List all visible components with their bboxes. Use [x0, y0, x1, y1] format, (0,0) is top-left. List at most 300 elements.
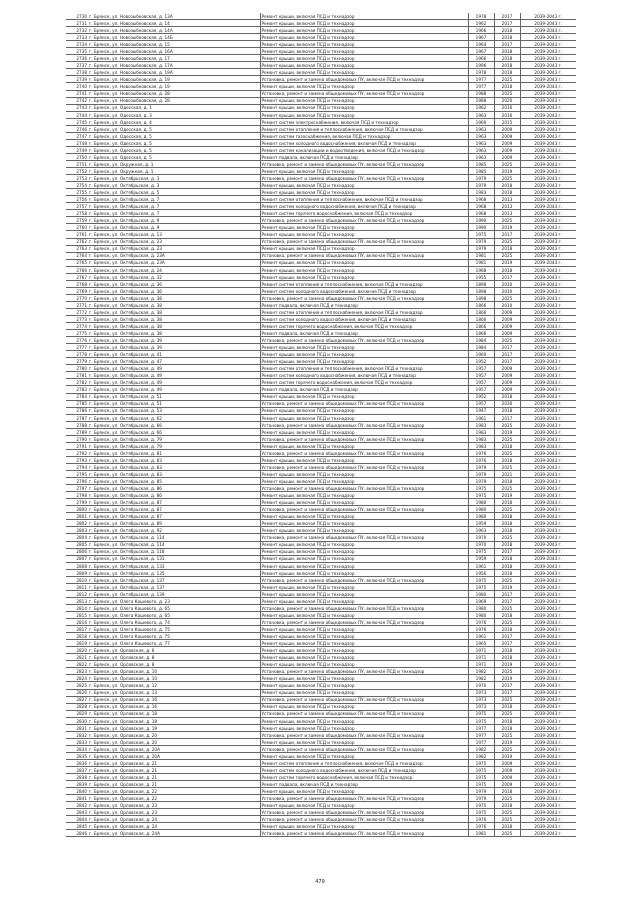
table-row — [66, 83, 576, 90]
planned-period-cell: 2039-2043 г. — [520, 428, 576, 435]
row-number-cell: 2738 — [66, 69, 88, 76]
build-year-cell: 1973 — [468, 696, 494, 703]
row-number-cell: 2843 — [66, 809, 88, 816]
build-year-cell: 1947 — [468, 407, 494, 414]
work-type-cell: Установка, ремонт и замена общедомовых ПУ, включая ПСД и технадзор — [260, 400, 468, 407]
row-number-cell: 2798 — [66, 492, 88, 499]
last-repair-year-cell: 2017 — [494, 13, 520, 20]
table-row — [66, 400, 576, 407]
planned-period-cell: 2039-2043 г. — [520, 20, 576, 27]
last-repair-year-cell: 2017 — [494, 231, 520, 238]
work-type-cell: Установка, ремонт и замена общедомовых ПУ, включая ПСД и технадзор — [260, 435, 468, 442]
address-cell: г. Брянск, ул. Одесская, д. 5 — [88, 125, 260, 132]
work-type-cell: Установка, ремонт и замена общедомовых ПУ, включая ПСД и технадзор — [260, 252, 468, 259]
build-year-cell: 1973 — [468, 703, 494, 710]
build-year-cell: 1976 — [468, 456, 494, 463]
last-repair-year-cell: 2018 — [494, 442, 520, 449]
row-number-cell: 2764 — [66, 252, 88, 259]
build-year-cell: 1968 — [468, 210, 494, 217]
row-number-cell: 2784 — [66, 393, 88, 400]
table-row — [66, 27, 576, 34]
table-row — [66, 435, 576, 442]
table-row — [66, 372, 576, 379]
table-row — [66, 478, 576, 485]
last-repair-year-cell: 2009 — [494, 372, 520, 379]
table-row — [66, 456, 576, 463]
last-repair-year-cell: 2018 — [494, 69, 520, 76]
table-row — [66, 520, 576, 527]
build-year-cell: 1990 — [468, 217, 494, 224]
planned-period-cell: 2039-2043 г. — [520, 464, 576, 471]
work-type-cell: Ремонт крыши, включая ПСД и технадзор — [260, 351, 468, 358]
planned-period-cell: 2039-2043 г. — [520, 724, 576, 731]
work-type-cell: Ремонт крыши, включая ПСД и технадзор — [260, 752, 468, 759]
planned-period-cell: 2039-2043 г. — [520, 238, 576, 245]
build-year-cell: 1952 — [468, 393, 494, 400]
work-type-cell: Установка, ремонт и замена общедомовых ПУ, включая ПСД и технадзор — [260, 604, 468, 611]
row-number-cell: 2731 — [66, 20, 88, 27]
row-number-cell: 2792 — [66, 449, 88, 456]
row-number-cell: 2749 — [66, 146, 88, 153]
last-repair-year-cell: 2025 — [494, 238, 520, 245]
build-year-cell: 1963 — [468, 111, 494, 118]
build-year-cell: 1970 — [468, 541, 494, 548]
address-cell: г. Брянск, ул. Октябрьская, д. 86 — [88, 485, 260, 492]
table-row — [66, 590, 576, 597]
table-row — [66, 175, 576, 182]
planned-period-cell: 2039-2043 г. — [520, 710, 576, 717]
build-year-cell: 1963 — [468, 527, 494, 534]
address-cell: г. Брянск, ул. Орловская, д. 8 — [88, 654, 260, 661]
build-year-cell: 1979 — [468, 238, 494, 245]
row-number-cell: 2735 — [66, 48, 88, 55]
last-repair-year-cell: 2025 — [494, 809, 520, 816]
row-number-cell: 2845 — [66, 823, 88, 830]
last-repair-year-cell: 2025 — [494, 160, 520, 167]
build-year-cell: 1960 — [468, 118, 494, 125]
last-repair-year-cell: 2025 — [494, 816, 520, 823]
build-year-cell: 1983 — [468, 421, 494, 428]
planned-period-cell: 2039-2043 г. — [520, 34, 576, 41]
address-cell: г. Брянск, ул. Октябрьская, д. 131 — [88, 555, 260, 562]
last-repair-year-cell: 2016 — [494, 111, 520, 118]
planned-period-cell: 2039-2043 г. — [520, 104, 576, 111]
work-type-cell: Ремонт систем холодного водоснабжения, включая ПСД и технадзор — [260, 287, 468, 294]
last-repair-year-cell: 2025 — [494, 604, 520, 611]
address-cell: г. Брянск, ул. Орловская, д. 12 — [88, 682, 260, 689]
planned-period-cell: 2039-2043 г. — [520, 682, 576, 689]
build-year-cell: 1979 — [468, 478, 494, 485]
address-cell: г. Брянск, ул. Октябрьская, д. 24 — [88, 266, 260, 273]
work-type-cell: Ремонт крыши, включая ПСД и технадзор — [260, 182, 468, 189]
last-repair-year-cell: 2025 — [494, 435, 520, 442]
table-row — [66, 675, 576, 682]
row-number-cell: 2817 — [66, 626, 88, 633]
address-cell: г. Брянск, ул. Октябрьская, д. 38 — [88, 316, 260, 323]
work-type-cell: Ремонт крыши, включая ПСД и технадзор — [260, 583, 468, 590]
planned-period-cell: 2039-2043 г. — [520, 767, 576, 774]
work-type-cell: Ремонт крыши, включая ПСД и технадзор — [260, 499, 468, 506]
planned-period-cell: 2039-2043 г. — [520, 456, 576, 463]
last-repair-year-cell: 2017 — [494, 344, 520, 351]
planned-period-cell: 2039-2043 г. — [520, 752, 576, 759]
table-row — [66, 809, 576, 816]
build-year-cell: 1981 — [468, 252, 494, 259]
address-cell: г. Брянск, ул. Октябрьская, д. 135 — [88, 569, 260, 576]
work-type-cell: Ремонт крыши, включая ПСД и технадзор — [260, 569, 468, 576]
table-row — [66, 210, 576, 217]
row-number-cell: 2839 — [66, 781, 88, 788]
planned-period-cell: 2039-2043 г. — [520, 520, 576, 527]
repair-schedule-table — [66, 13, 576, 837]
planned-period-cell: 2039-2043 г. — [520, 421, 576, 428]
work-type-cell: Ремонт систем горячего водоснабжения, включая ПСД и технадзор — [260, 774, 468, 781]
planned-period-cell: 2039-2043 г. — [520, 196, 576, 203]
work-type-cell: Ремонт систем электроснабжения, включая ПСД и технадзор — [260, 118, 468, 125]
planned-period-cell: 2039-2043 г. — [520, 146, 576, 153]
work-type-cell: Ремонт крыши, включая ПСД и технадзор — [260, 654, 468, 661]
row-number-cell: 2758 — [66, 210, 88, 217]
row-number-cell: 2813 — [66, 597, 88, 604]
planned-period-cell: 2039-2043 г. — [520, 407, 576, 414]
build-year-cell: 1968 — [468, 203, 494, 210]
build-year-cell: 1956 — [468, 569, 494, 576]
table-row — [66, 182, 576, 189]
planned-period-cell: 2039-2043 г. — [520, 527, 576, 534]
address-cell: г. Брянск, ул. Октябрьская, д. 23 — [88, 245, 260, 252]
last-repair-year-cell: 2017 — [494, 414, 520, 421]
address-cell: г. Брянск, ул. Октябрьская, д. 49 — [88, 386, 260, 393]
table-row — [66, 428, 576, 435]
table-row — [66, 668, 576, 675]
address-cell: г. Брянск, ул. Орловская, д. 23 — [88, 809, 260, 816]
last-repair-year-cell: 2018 — [494, 245, 520, 252]
address-cell: г. Брянск, ул. Октябрьская, д. 38 — [88, 294, 260, 301]
planned-period-cell: 2039-2043 г. — [520, 266, 576, 273]
planned-period-cell: 2039-2043 г. — [520, 217, 576, 224]
address-cell: г. Брянск, ул. Октябрьская, д. 38 — [88, 301, 260, 308]
row-number-cell: 2831 — [66, 724, 88, 731]
planned-period-cell: 2039-2043 г. — [520, 781, 576, 788]
address-cell: г. Брянск, ул. Октябрьская, д. 83 — [88, 464, 260, 471]
planned-period-cell: 2039-2043 г. — [520, 231, 576, 238]
row-number-cell: 2732 — [66, 27, 88, 34]
build-year-cell: 1988 — [468, 90, 494, 97]
build-year-cell: 1963 — [468, 132, 494, 139]
address-cell: г. Брянск, ул. Октябрьская, д. 51 — [88, 393, 260, 400]
table-row — [66, 555, 576, 562]
work-type-cell: Ремонт крыши, включая ПСД и технадзор — [260, 231, 468, 238]
planned-period-cell: 2039-2043 г. — [520, 619, 576, 626]
last-repair-year-cell: 2018 — [494, 513, 520, 520]
last-repair-year-cell: 2021 — [494, 471, 520, 478]
planned-period-cell: 2039-2043 г. — [520, 344, 576, 351]
table-row — [66, 795, 576, 802]
work-type-cell: Ремонт подвала, включая ПСД и технадзор — [260, 301, 468, 308]
work-type-cell: Ремонт крыши, включая ПСД и технадзор — [260, 442, 468, 449]
last-repair-year-cell: 2009 — [494, 153, 520, 160]
address-cell: г. Брянск, ул. Орловская, д. 21 — [88, 774, 260, 781]
row-number-cell: 2830 — [66, 717, 88, 724]
address-cell: г. Брянск, ул. Новозыбковская, д. 19 — [88, 76, 260, 83]
planned-period-cell: 2039-2043 г. — [520, 252, 576, 259]
row-number-cell: 2770 — [66, 294, 88, 301]
row-number-cell: 2797 — [66, 485, 88, 492]
row-number-cell: 2771 — [66, 301, 88, 308]
work-type-cell: Установка, ремонт и замена общедомовых ПУ, включая ПСД и технадзор — [260, 745, 468, 752]
planned-period-cell: 2039-2043 г. — [520, 287, 576, 294]
table-row — [66, 788, 576, 795]
address-cell: г. Брянск, ул. Октябрьская, д. 89 — [88, 520, 260, 527]
work-type-cell: Ремонт крыши, включая ПСД и технадзор — [260, 640, 468, 647]
planned-period-cell: 2039-2043 г. — [520, 316, 576, 323]
last-repair-year-cell: 2025 — [494, 731, 520, 738]
last-repair-year-cell: 2017 — [494, 640, 520, 647]
work-type-cell: Установка, ремонт и замена общедомовых ПУ, включая ПСД и технадзор — [260, 238, 468, 245]
row-number-cell: 2820 — [66, 647, 88, 654]
last-repair-year-cell: 2018 — [494, 478, 520, 485]
build-year-cell: 1977 — [468, 731, 494, 738]
build-year-cell: 1983 — [468, 428, 494, 435]
table-row — [66, 752, 576, 759]
planned-period-cell: 2039-2043 г. — [520, 759, 576, 766]
last-repair-year-cell: 2009 — [494, 125, 520, 132]
address-cell: г. Брянск, ул. Новозыбковская, д. 14Б — [88, 34, 260, 41]
table-row — [66, 41, 576, 48]
build-year-cell: 1976 — [468, 816, 494, 823]
address-cell: г. Брянск, ул. Октябрьская, д. 66 — [88, 421, 260, 428]
planned-period-cell: 2039-2043 г. — [520, 449, 576, 456]
planned-period-cell: 2039-2043 г. — [520, 139, 576, 146]
row-number-cell: 2815 — [66, 611, 88, 618]
last-repair-year-cell: 2025 — [494, 76, 520, 83]
work-type-cell: Ремонт крыши, включая ПСД и технадзор — [260, 104, 468, 111]
work-type-cell: Ремонт крыши, включая ПСД и технадзор — [260, 20, 468, 27]
row-number-cell: 2756 — [66, 196, 88, 203]
row-number-cell: 2753 — [66, 175, 88, 182]
row-number-cell: 2780 — [66, 365, 88, 372]
last-repair-year-cell: 2018 — [494, 654, 520, 661]
build-year-cell: 1980 — [468, 611, 494, 618]
table-row — [66, 273, 576, 280]
address-cell: г. Брянск, ул. Октябрьская, д. 39 — [88, 337, 260, 344]
work-type-cell: Ремонт крыши, включая ПСД и технадзор — [260, 471, 468, 478]
build-year-cell: 1963 — [468, 153, 494, 160]
table-row — [66, 802, 576, 809]
address-cell: г. Брянск, ул. Октябрьская, д. 118 — [88, 548, 260, 555]
row-number-cell: 2838 — [66, 774, 88, 781]
work-type-cell: Ремонт крыши, включая ПСД и технадзор — [260, 97, 468, 104]
planned-period-cell: 2039-2043 г. — [520, 118, 576, 125]
work-type-cell: Ремонт крыши, включая ПСД и технадзор — [260, 259, 468, 266]
planned-period-cell: 2039-2043 г. — [520, 795, 576, 802]
row-number-cell: 2788 — [66, 421, 88, 428]
work-type-cell: Ремонт крыши, включая ПСД и технадзор — [260, 689, 468, 696]
row-number-cell: 2829 — [66, 710, 88, 717]
table-row — [66, 238, 576, 245]
build-year-cell: 1968 — [468, 196, 494, 203]
row-number-cell: 2757 — [66, 203, 88, 210]
table-row — [66, 654, 576, 661]
address-cell: г. Брянск, ул. Октябрьская, д. 7 — [88, 196, 260, 203]
address-cell: г. Брянск, ул. Окружная, д. 1 — [88, 160, 260, 167]
last-repair-year-cell: 2018 — [494, 569, 520, 576]
planned-period-cell: 2039-2043 г. — [520, 597, 576, 604]
build-year-cell: 1975 — [468, 774, 494, 781]
address-cell: г. Брянск, ул. Октябрьская, д. 83 — [88, 471, 260, 478]
row-number-cell: 2777 — [66, 344, 88, 351]
table-row — [66, 682, 576, 689]
table-row — [66, 245, 576, 252]
build-year-cell: 1961 — [468, 633, 494, 640]
planned-period-cell: 2039-2043 г. — [520, 27, 576, 34]
planned-period-cell: 2039-2043 г. — [520, 590, 576, 597]
work-type-cell: Установка, ремонт и замена общедомовых ПУ, включая ПСД и технадзор — [260, 464, 468, 471]
build-year-cell: 1965 — [468, 640, 494, 647]
work-type-cell: Ремонт крыши, включая ПСД и технадзор — [260, 168, 468, 175]
row-number-cell: 2818 — [66, 633, 88, 640]
build-year-cell: 1966 — [468, 27, 494, 34]
address-cell: г. Брянск, ул. Орловская, д. 20А — [88, 752, 260, 759]
table-row — [66, 125, 576, 132]
address-cell: г. Брянск, ул. Октябрьская, д. 62 — [88, 414, 260, 421]
last-repair-year-cell: 2019 — [494, 661, 520, 668]
row-number-cell: 2743 — [66, 104, 88, 111]
planned-period-cell: 2039-2043 г. — [520, 90, 576, 97]
address-cell: г. Брянск, ул. Октябрьская, д. 49 — [88, 379, 260, 386]
planned-period-cell: 2039-2043 г. — [520, 788, 576, 795]
table-row — [66, 830, 576, 837]
table-row — [66, 527, 576, 534]
work-type-cell: Ремонт подвала, включая ПСД и технадзор — [260, 781, 468, 788]
address-cell: г. Брянск, ул. Октябрьская, д. 49 — [88, 365, 260, 372]
address-cell: г. Брянск, ул. Новозыбковская, д. 14 — [88, 20, 260, 27]
planned-period-cell: 2039-2043 г. — [520, 731, 576, 738]
row-number-cell: 2824 — [66, 675, 88, 682]
build-year-cell: 1981 — [468, 830, 494, 837]
address-cell: г. Брянск, ул. Орловская, д. 19 — [88, 724, 260, 731]
planned-period-cell: 2039-2043 г. — [520, 41, 576, 48]
row-number-cell: 2803 — [66, 527, 88, 534]
build-year-cell: 1982 — [468, 668, 494, 675]
address-cell: г. Брянск, ул. Одесская, д. 4 — [88, 118, 260, 125]
last-repair-year-cell: 2018 — [494, 499, 520, 506]
row-number-cell: 2755 — [66, 189, 88, 196]
address-cell: г. Брянск, ул. Орловская, д. 16 — [88, 696, 260, 703]
table-row — [66, 90, 576, 97]
last-repair-year-cell: 2013 — [494, 210, 520, 217]
table-row — [66, 485, 576, 492]
row-number-cell: 2765 — [66, 259, 88, 266]
table-row — [66, 203, 576, 210]
work-type-cell: Установка, ремонт и замена общедомовых ПУ, включая ПСД и технадзор — [260, 710, 468, 717]
row-number-cell: 2741 — [66, 90, 88, 97]
row-number-cell: 2783 — [66, 386, 88, 393]
planned-period-cell: 2039-2043 г. — [520, 583, 576, 590]
planned-period-cell: 2039-2043 г. — [520, 55, 576, 62]
planned-period-cell: 2039-2043 г. — [520, 562, 576, 569]
last-repair-year-cell: 2013 — [494, 196, 520, 203]
last-repair-year-cell: 2018 — [494, 562, 520, 569]
last-repair-year-cell: 2025 — [494, 745, 520, 752]
build-year-cell: 1959 — [468, 555, 494, 562]
planned-period-cell: 2039-2043 г. — [520, 76, 576, 83]
build-year-cell: 1961 — [468, 414, 494, 421]
build-year-cell: 1957 — [468, 372, 494, 379]
planned-period-cell: 2039-2043 г. — [520, 393, 576, 400]
row-number-cell: 2840 — [66, 788, 88, 795]
address-cell: г. Брянск, ул. Новозыбковская, д. 19А — [88, 69, 260, 76]
last-repair-year-cell: 2019 — [494, 738, 520, 745]
address-cell: г. Брянск, ул. Орловская, д. 22 — [88, 788, 260, 795]
row-number-cell: 2740 — [66, 83, 88, 90]
last-repair-year-cell: 2025 — [494, 576, 520, 583]
build-year-cell: 1975 — [468, 759, 494, 766]
table-row — [66, 139, 576, 146]
build-year-cell: 1977 — [468, 83, 494, 90]
table-row — [66, 464, 576, 471]
planned-period-cell: 2039-2043 г. — [520, 703, 576, 710]
build-year-cell: 1971 — [468, 647, 494, 654]
table-row — [66, 534, 576, 541]
build-year-cell: 1983 — [468, 189, 494, 196]
table-row — [66, 407, 576, 414]
address-cell: г. Брянск, ул. Октябрьская, д. 41 — [88, 351, 260, 358]
last-repair-year-cell: 2017 — [494, 358, 520, 365]
last-repair-year-cell: 2018 — [494, 393, 520, 400]
row-number-cell: 2739 — [66, 76, 88, 83]
last-repair-year-cell: 2017 — [494, 548, 520, 555]
row-number-cell: 2801 — [66, 513, 88, 520]
work-type-cell: Ремонт крыши, включая ПСД и технадзор — [260, 611, 468, 618]
table-row — [66, 55, 576, 62]
table-row — [66, 330, 576, 337]
work-type-cell: Ремонт крыши, включая ПСД и технадзор — [260, 823, 468, 830]
address-cell: г. Брянск, ул. Октябрьская, д. 3 — [88, 175, 260, 182]
last-repair-year-cell: 2009 — [494, 759, 520, 766]
table-row — [66, 611, 576, 618]
address-cell: г. Брянск, ул. Орловская, д. 20 — [88, 738, 260, 745]
planned-period-cell: 2039-2043 г. — [520, 604, 576, 611]
table-row — [66, 774, 576, 781]
planned-period-cell: 2039-2043 г. — [520, 485, 576, 492]
address-cell: г. Брянск, ул. Новозыбковская, д. 17А — [88, 62, 260, 69]
row-number-cell: 2790 — [66, 435, 88, 442]
address-cell: г. Брянск, ул. Новозыбковская, д. 13А — [88, 13, 260, 20]
planned-period-cell: 2039-2043 г. — [520, 823, 576, 830]
build-year-cell: 1959 — [468, 520, 494, 527]
last-repair-year-cell: 2018 — [494, 62, 520, 69]
last-repair-year-cell: 2017 — [494, 633, 520, 640]
address-cell: г. Брянск, ул. Октябрьская, д. 7 — [88, 210, 260, 217]
work-type-cell: Установка, ремонт и замена общедомовых ПУ, включая ПСД и технадзор — [260, 294, 468, 301]
planned-period-cell: 2039-2043 г. — [520, 125, 576, 132]
row-number-cell: 2778 — [66, 351, 88, 358]
last-repair-year-cell: 2018 — [494, 83, 520, 90]
row-number-cell: 2826 — [66, 689, 88, 696]
table-body — [66, 13, 576, 837]
work-type-cell: Ремонт систем холодного водоснабжения, включая ПСД и технадзор — [260, 139, 468, 146]
work-type-cell: Ремонт систем отопления и теплоснабжения, включая ПСД и технадзор — [260, 280, 468, 287]
build-year-cell: 1975 — [468, 802, 494, 809]
address-cell: г. Брянск, ул. Октябрьская, д. 7 — [88, 203, 260, 210]
work-type-cell: Установка, ремонт и замена общедомовых ПУ, включая ПСД и технадзор — [260, 830, 468, 837]
table-row — [66, 703, 576, 710]
address-cell: г. Брянск, ул. Октябрьская, д. 66 — [88, 428, 260, 435]
table-row — [66, 62, 576, 69]
build-year-cell: 1975 — [468, 548, 494, 555]
row-number-cell: 2754 — [66, 182, 88, 189]
